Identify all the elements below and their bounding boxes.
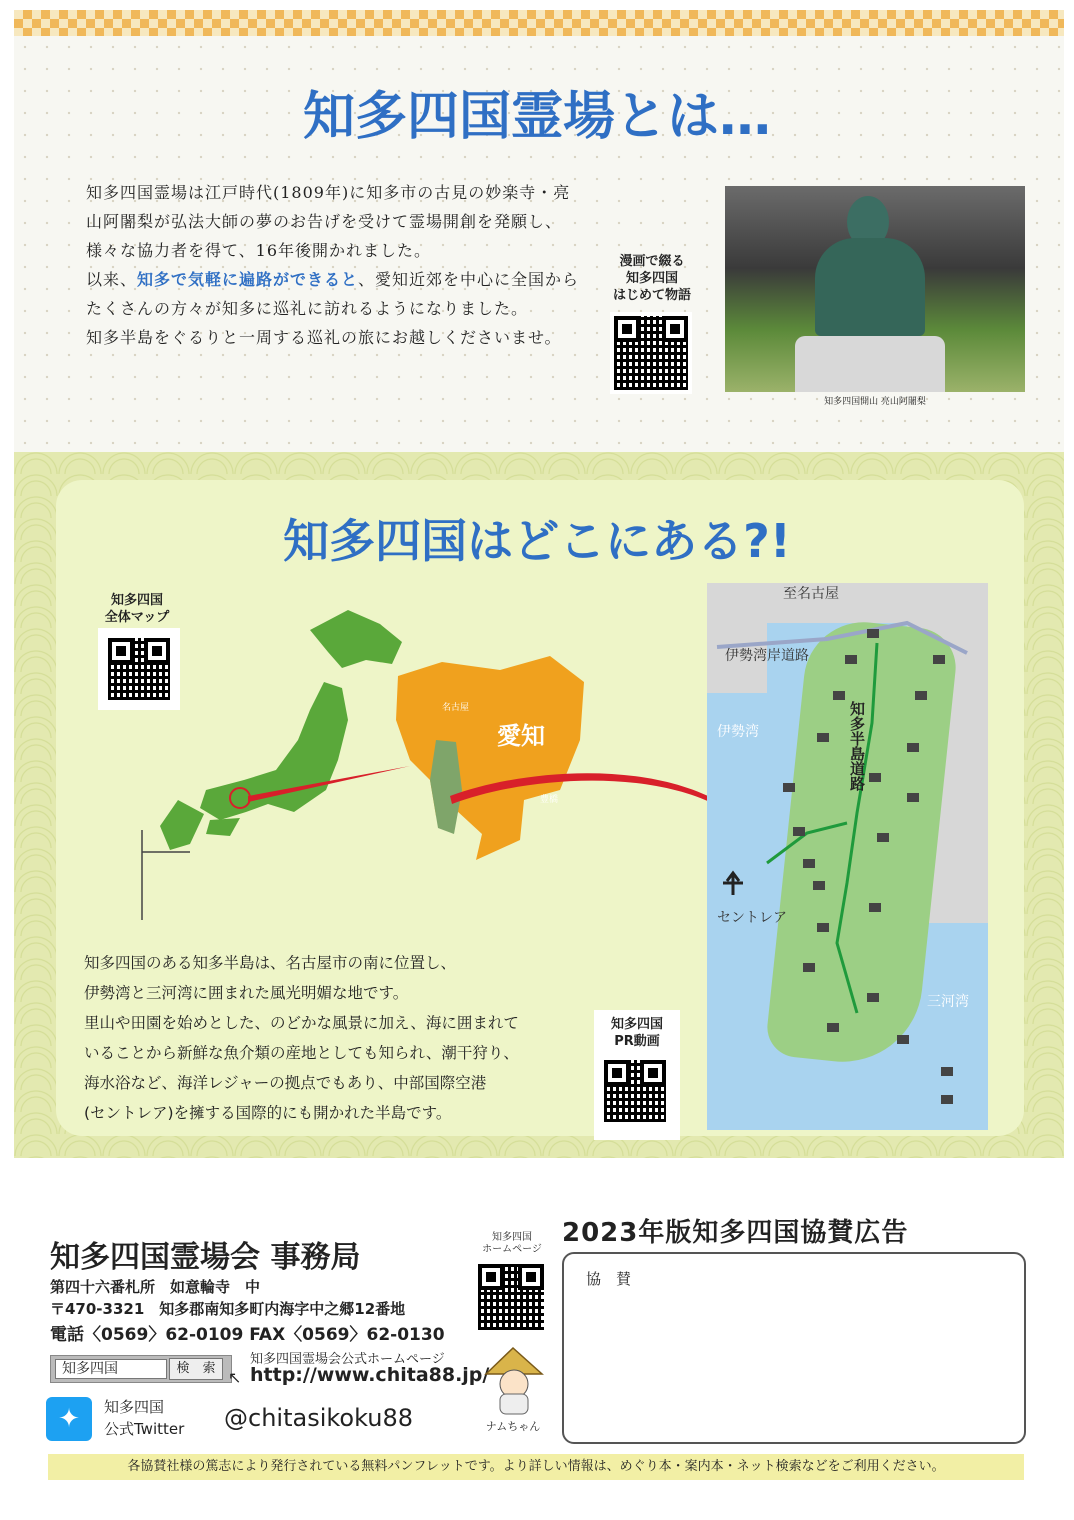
mikawawan-label: 三河湾 [927,994,969,1010]
intro-para3: 知多半島をぐるりと一周する巡礼の旅にお越しくださいませ。 [86,328,562,347]
chita-road-label: 知多半島道路 [848,701,866,791]
sponsor-label: 協 賛 [586,1270,632,1288]
intro-text [86,178,586,352]
bottom-note: 各協賛社様の篤志により発行されている無料パンフレットです。より詳しい情報は、めぐり本・案内本・ネット検索などをご利用ください。 [48,1454,1024,1480]
section2-title: 知多四国はどこにある?! [283,514,791,568]
homepage-qr-code[interactable] [474,1260,548,1334]
aichi-shape [396,656,584,860]
intro-para1: 知多四国霊場は江戸時代(1809年)に知多市の古見の妙楽寺・亮山阿闍梨が弘法大師の夢のお告げを受けて霊場開創を発願し、様々な協力者を得て、16年後開かれました。 [86,183,571,260]
airplane-icon [723,873,743,895]
cursor-icon: ↖ [228,1368,242,1387]
chita-detail-map [707,583,988,1130]
manga-qr-caption: 漫画で綴る 知多四国 はじめて物語 [612,254,691,303]
twitter-bird-icon[interactable]: ✦ [46,1397,92,1441]
kyushu-shape [160,800,204,850]
statue-pedestal [795,336,945,392]
twitter-label: 知多四国 公式Twitter [104,1398,185,1438]
centrair-road-line [767,823,847,863]
shikoku-shape [206,818,240,836]
temple-markers [783,629,953,1104]
japan-aichi-map [80,590,720,930]
nagoya-small-label: 名古屋 [442,703,470,713]
homepage-label: 知多四国霊場会公式ホームページ [250,1352,445,1367]
pr-qr-box [594,1010,680,1140]
ad-title: 2023年版知多四国協賛広告 [562,1218,909,1248]
peninsula-description: 知多四国のある知多半島は、名古屋市の南に位置し、 伊勢湾と三河湾に囲まれた風光明媚な地です。 里山や田園を始めとした、のどかな風景に加え、海に囲まれて いることから新鮮な魚介類の産地としても知られ、潮干狩り、 海水浴など、海洋レジャーの拠点でもあり、中部国際空港 (セントレア)を擁する国際的にも開かれた半島です。 [84,954,519,1122]
namu-chan-mascot [478,1344,548,1416]
pr-qr-code[interactable] [600,1056,670,1126]
sponsor-ad-box [562,1252,1026,1444]
hp-qr-caption: 知多四国 ホームページ [482,1232,542,1255]
search-input[interactable]: 知多四国 [55,1359,167,1379]
founder-statue-photo [725,186,1025,392]
intro-para2-pre: 以来、 [86,270,138,289]
hokkaido-shape [310,610,402,668]
intro-para2-post: 、愛知近郊を中心に全国からたくさんの方々が知多に巡礼に訪れるようになりました。 [86,270,580,318]
map-qr-caption: 知多四国 全体マップ [104,593,170,625]
toyohashi-small-label: 豊橋 [540,795,559,805]
search-button[interactable]: 検 索 [169,1358,223,1380]
photo-caption: 知多四国開山 亮山阿闍梨 [824,397,926,407]
mascot-name: ナムちゃん [485,1420,541,1433]
honshu-shape [200,682,348,820]
aichi-label: 愛知 [497,722,545,750]
homepage-url[interactable]: http://www.chita88.jp/ [250,1364,490,1386]
temple-name: 第四十六番札所 如意輪寺 中 [50,1278,261,1296]
address: 〒470-3321 知多郡南知多町内海字中之郷12番地 [50,1300,406,1318]
centrair-label: セントレア [717,910,787,926]
phone-fax: 電話〈0569〉62-0109 FAX〈0569〉62-0130 [50,1325,445,1345]
twitter-handle[interactable]: @chitasikoku88 [224,1404,413,1432]
org-name: 知多四国霊場会 事務局 [50,1240,361,1275]
section1-title: 知多四国霊場とは… [302,87,771,147]
to-nagoya-label: 至名古屋 [783,586,839,602]
isewan-label: 伊勢湾 [717,724,759,740]
pr-qr-caption: 知多四国 PR動画 [610,1017,663,1049]
statue-body [815,238,925,336]
search-bar [50,1355,232,1383]
intro-para2-highlight: 知多で気軽に遍路ができると [137,270,359,289]
manga-qr-code[interactable] [610,312,692,394]
checker-border [14,10,1064,36]
route-lines [707,583,988,1130]
isewan-road-label: 伊勢湾岸道路 [725,648,809,664]
chita-peninsula-shape [430,740,462,834]
